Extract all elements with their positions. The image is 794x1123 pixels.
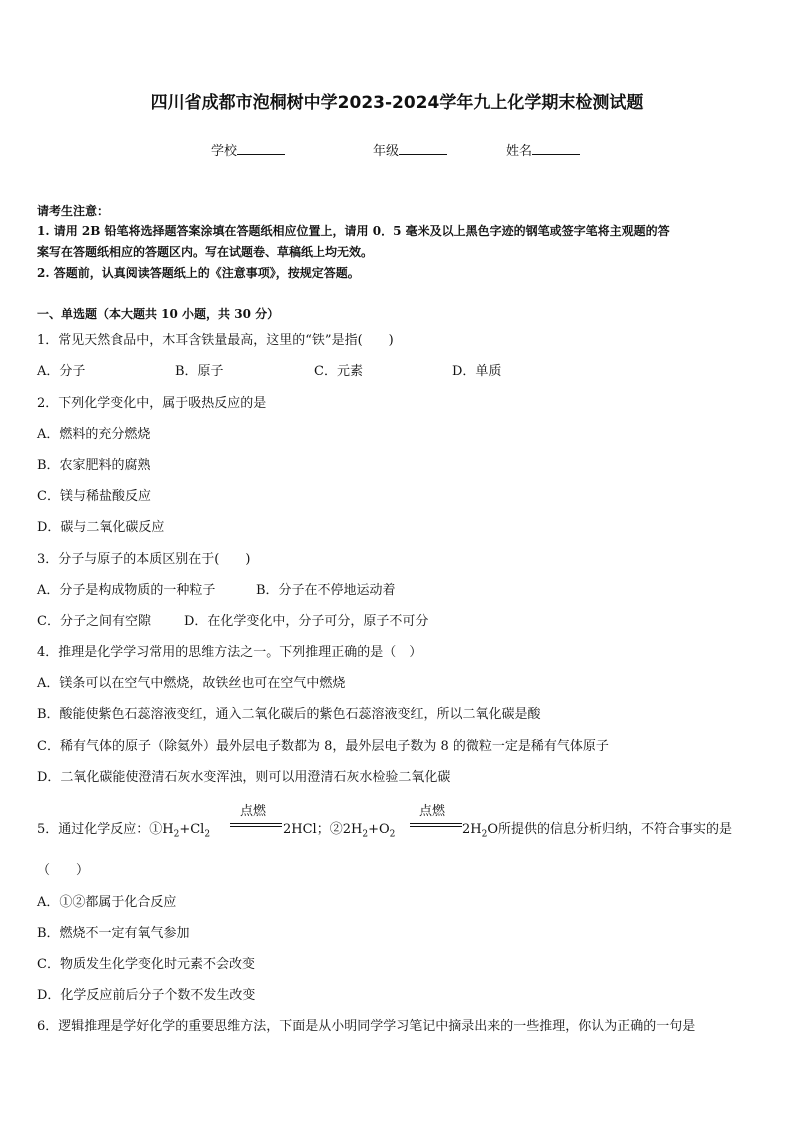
notice-line-1: 1. 请用 2B 铅笔将选择题答案涂填在答题纸相应位置上，请用 0．5 毫米及以上黑色字迹的钢笔或签字笔将主观题的答 (37, 224, 670, 238)
q2-option-a[interactable]: A．燃料的充分燃烧 (37, 427, 151, 442)
notice-line-2: 案写在答题纸相应的答题区内。写在试题卷、草稿纸上均无效。 (37, 245, 374, 259)
grade-blank[interactable] (399, 142, 447, 155)
grade-label: 年级 (373, 144, 400, 159)
school-field (211, 140, 285, 159)
q2-stem: 2．下列化学变化中，属于吸热反应的是 (37, 396, 267, 411)
q1-option-a[interactable]: A．分子 (37, 364, 86, 379)
q5-sub-h2b: 2 (362, 829, 369, 840)
q5-sub-o2: 2 (389, 829, 396, 840)
section-heading: 一、单选题（本大题共 10 小题，共 30 分） (37, 307, 280, 321)
q5-option-d[interactable]: D．化学反应前后分子个数不发生改变 (37, 988, 256, 1003)
q1-option-d[interactable]: D．单质 (452, 364, 502, 379)
q5-sub-h2a: 2 (173, 829, 180, 840)
q5-paren: （ ） (37, 863, 90, 878)
q5-sub-cl2: 2 (204, 829, 211, 840)
q1-option-c[interactable]: C．元素 (314, 364, 363, 379)
q1-stem: 1．常见天然食品中，木耳含铁量最高，这里的“铁”是指( ) (37, 333, 394, 348)
q4-stem: 4．推理是化学学习常用的思维方法之一。下列推理正确的是（ ） (37, 645, 423, 660)
q2-option-b[interactable]: B．农家肥料的腐熟 (37, 458, 151, 473)
q5-option-b[interactable]: B．燃烧不一定有氧气参加 (37, 926, 190, 941)
q5-sub-h2o: 2 (481, 829, 488, 840)
q1-option-b[interactable]: B．原子 (175, 364, 224, 379)
q3-option-a[interactable]: A．分子是构成物质的一种粒子 (37, 583, 216, 598)
q4-option-d[interactable]: D．二氧化碳能使澄清石灰水变浑浊，则可以用澄清石灰水检验二氧化碳 (37, 770, 451, 785)
notice-heading: 请考生注意： (37, 204, 110, 218)
q3-option-c[interactable]: C．分子之间有空隙 (37, 614, 151, 629)
q2-option-d[interactable]: D．碳与二氧化碳反应 (37, 520, 165, 535)
grade-field (373, 140, 447, 159)
q5-r2-prod: 2H (462, 822, 482, 837)
notice-line-3: 2. 答题前，认真阅读答题纸上的《注意事项》，按规定答题。 (37, 266, 360, 280)
q5-stem (37, 800, 757, 844)
q4-option-a[interactable]: A．镁条可以在空气中燃烧，故铁丝也可在空气中燃烧 (37, 676, 346, 691)
name-blank[interactable] (532, 142, 580, 155)
q6-stem: 6．逻辑推理是学好化学的重要思维方法，下面是从小明同学学习笔记中摘录出来的一些推理，你认为正确的一句是 (37, 1019, 696, 1034)
q5-option-a[interactable]: A．①②都属于化合反应 (37, 895, 177, 910)
q2-option-c[interactable]: C．镁与稀盐酸反应 (37, 489, 151, 504)
school-blank[interactable] (237, 142, 285, 155)
q5-condition-1: 点燃 (240, 804, 267, 819)
q3-stem: 3．分子与原子的本质区别在于( ) (37, 552, 251, 567)
q5-suffix: O所提供的信息分析归纳，不符合事实的是 (487, 822, 733, 837)
name-label: 姓名 (506, 144, 533, 159)
page-title: 四川省成都市泡桐树中学2023-2024学年九上化学期末检测试题 (150, 93, 644, 113)
q5-r1-prod: 2HCl；②2H (283, 822, 363, 837)
q4-option-c[interactable]: C．稀有气体的原子（除氦外）最外层电子数都为 8，最外层电子数为 8 的微粒一定是稀有气体原子 (37, 739, 609, 754)
q5-r1-mid: +Cl (179, 822, 205, 837)
q5-equals-2 (410, 823, 462, 827)
school-label: 学校 (211, 144, 238, 159)
q5-r2-mid: +O (368, 822, 390, 837)
q3-option-d[interactable]: D．在化学变化中，分子可分，原子不可分 (184, 614, 429, 629)
q5-equals-1 (230, 823, 282, 827)
name-field (506, 140, 580, 159)
q4-option-b[interactable]: B．酸能使紫色石蕊溶液变红，通入二氧化碳后的紫色石蕊溶液变红，所以二氧化碳是酸 (37, 707, 541, 722)
q5-option-c[interactable]: C．物质发生化学变化时元素不会改变 (37, 957, 255, 972)
q5-condition-2: 点燃 (419, 804, 446, 819)
q3-option-b[interactable]: B．分子在不停地运动着 (256, 583, 396, 598)
q5-prefix: 5．通过化学反应：①H (37, 822, 174, 837)
